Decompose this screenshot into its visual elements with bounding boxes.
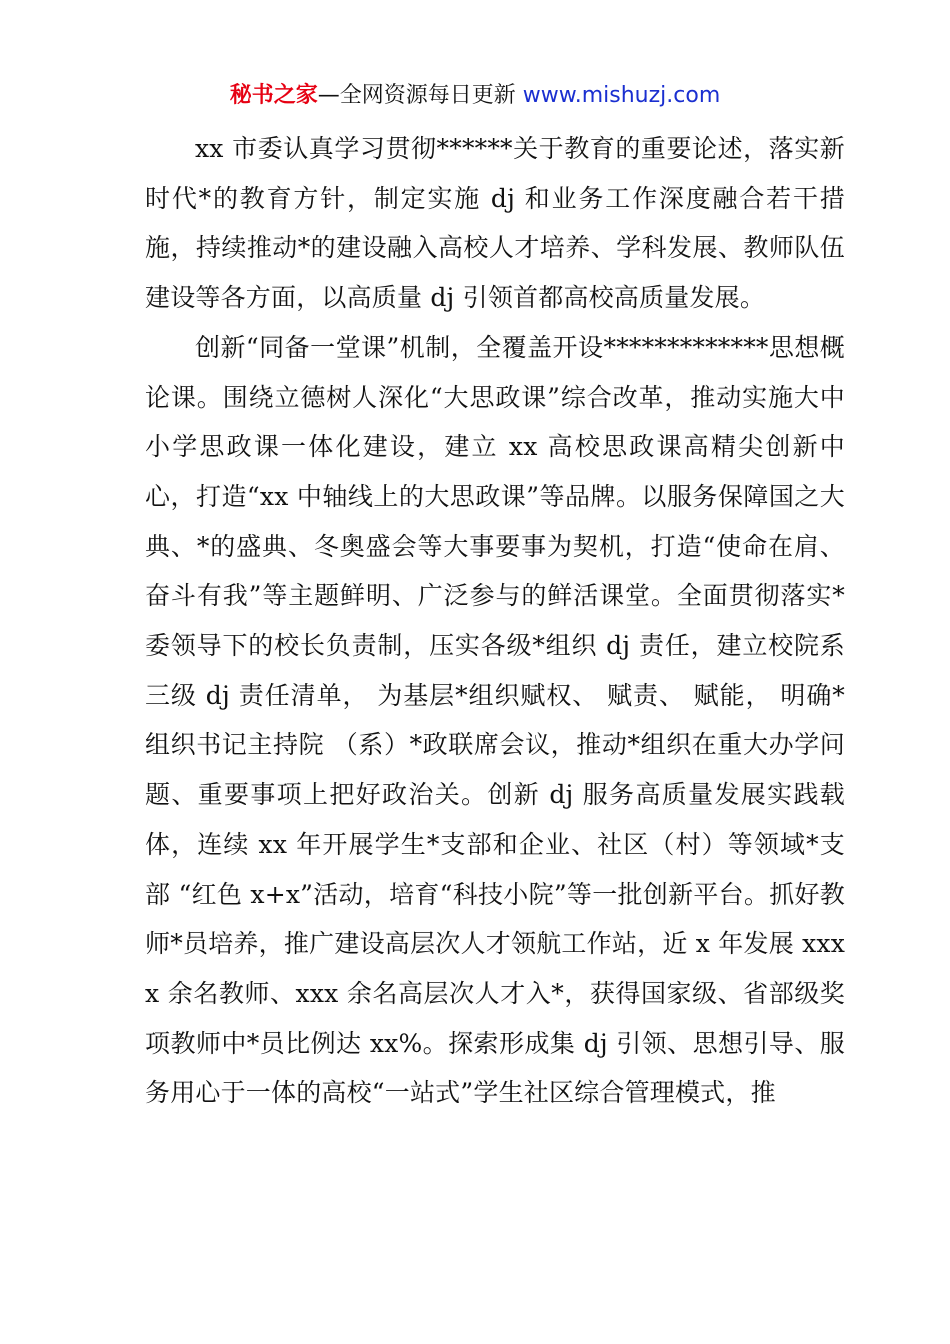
- page-header: [0, 80, 950, 112]
- paragraph-intro: xx 市委认真学习贯彻******关于教育的重要论述，落实新时代*的教育方针，制定实施 dj 和业务工作深度融合若干措施，持续推动*的建设融入高校人才培养、学科发展、教师队伍建设等各方面，以高质量 dj 引领首都高校高质量发展。: [145, 134, 845, 313]
- document-body: [145, 124, 845, 1118]
- site-url-link[interactable]: www.mishuzj.com: [522, 83, 721, 108]
- header-tagline: —全网资源每日更新: [317, 83, 523, 108]
- brand-name: 秘书之家: [229, 83, 318, 108]
- paragraph-main: 创新“同备一堂课”机制，全覆盖开设*************思想概论课。围绕立德树人深化“大思政课”综合改革，推动实施大中小学思政课一体化建设，建立 xx 高校思政课高精尖创新中心，打造“xx 中轴线上的大思政课”等品牌。以服务保障国之大典、*的盛典、冬奥盛会等大事要事为契机，打造“使命在肩、奋斗有我”等主题鲜明、广泛参与的鲜活课堂。全面贯彻落实*委领导下的校长负责制，压实各级*组织 dj 责任，建立校院系三级 dj 责任清单， 为基层*组织赋权、 赋责、 赋能， 明确*组织书记主持院 （系）*政联席会议，推动*组织在重大办学问题、重要事项上把好政治关。创新 dj 服务高质量发展实践载体，连续 xx 年开展学生*支部和企业、社区（村）等领域*支部 “红色 x+x”活动，培育“科技小院”等一批创新平台。抓好教师*员培养，推广建设高层次人才领航工作站，近 x 年发展 xxxx 余名教师、xxx 余名高层次人才入*，获得国家级、省部级奖项教师中*员比例达 xx%。探索形成集 dj 引领、思想引导、服务用心于一体的高校“一站式”学生社区综合管理模式，推: [145, 332, 845, 1108]
